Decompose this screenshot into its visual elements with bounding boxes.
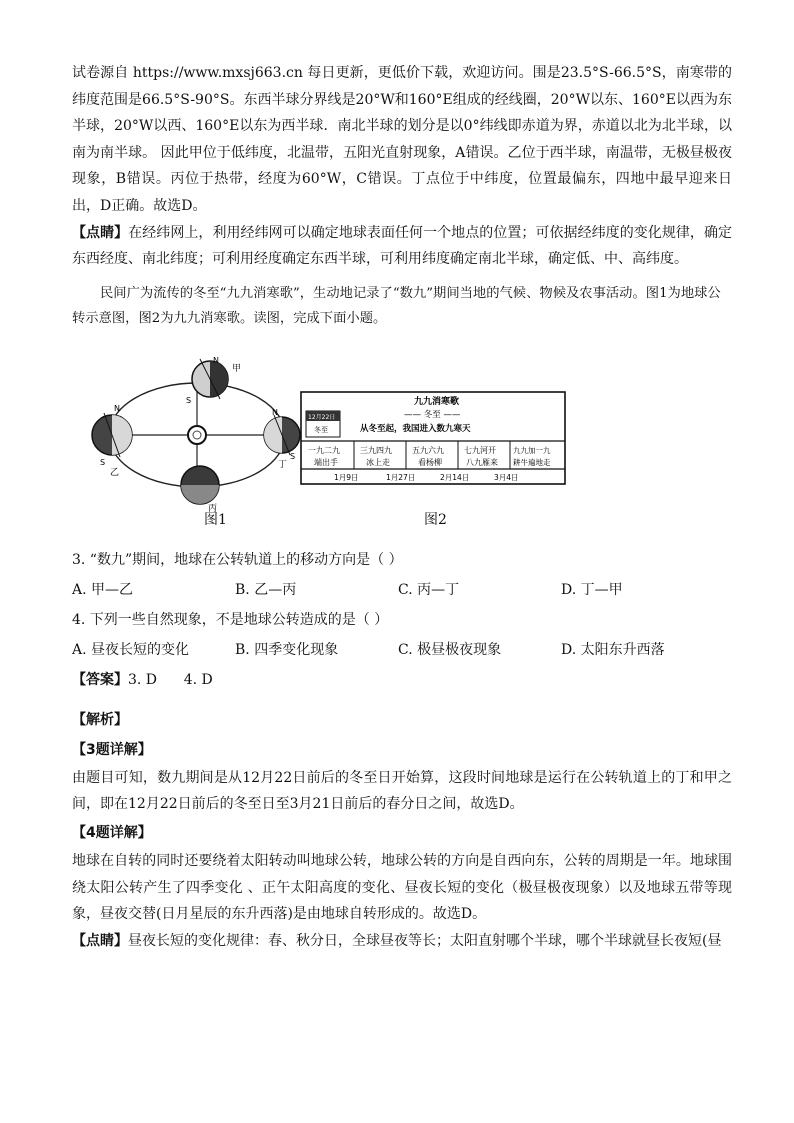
label-bing: 丙 <box>208 503 218 513</box>
detail-4-text: 地球在自转的同时还要绕着太阳转动叫地球公转，地球公转的方向是自西向东，公转的周期是一年。地球围绕太阳公转产生了四季变化 、正午太阳高度的变化、昼夜长短的变化（极昼极夜现象）以及地球五带等现象，昼夜交替(日月星辰的东升西落)是由地球自转形成的。故选D。 <box>72 852 732 923</box>
song-subtitle: —— 冬至 —— <box>404 409 461 420</box>
cell-3-top: 五九六九 <box>412 445 444 455</box>
q3-option-b[interactable]: B. 乙—丙 <box>235 581 297 598</box>
label-yi: 乙 <box>110 467 120 478</box>
earth-jia <box>186 356 241 405</box>
tip-tag: 【点睛】 <box>72 224 129 241</box>
cell-2-top: 三九四九 <box>360 445 392 455</box>
cell-5-bottom: 耕牛遍地走 <box>513 457 551 467</box>
cell-2-bottom: 冰上走 <box>366 457 390 467</box>
label-ding: 丁 <box>278 459 288 470</box>
detail-3-text: 由题目可知，数九期间是从12月22日前后的冬至日开始算，这段时间地球是运行在公转轨道上的丁和甲之间，即在12月22日前后的冬至日至3月21日前后的春分日之间，故选D。 <box>72 769 732 813</box>
earth-yi <box>92 404 132 478</box>
label-n-jia: N <box>213 355 219 365</box>
song-title: 九九消寒歌 <box>414 396 460 407</box>
date-4: 3月4日 <box>494 472 519 482</box>
date-2: 1月27日 <box>386 472 416 482</box>
date-3: 2月14日 <box>440 472 470 482</box>
cell-5-top: 九九加一九 <box>513 445 551 455</box>
label-n-yi: N <box>114 403 120 413</box>
cell-4-top: 七九河开 <box>464 445 496 455</box>
song-line: 从冬至起，我国进入数九寒天 <box>360 423 471 434</box>
label-n-ding: N <box>272 407 278 417</box>
tip-2-tag: 【点睛】 <box>72 932 128 949</box>
analysis-tag: 【解析】 <box>72 711 128 728</box>
figure-2-caption: 图2 <box>424 511 447 528</box>
calendar-icon <box>306 411 340 437</box>
earth-bing <box>181 466 219 513</box>
figures-row <box>72 337 732 537</box>
question-4-options <box>72 635 732 665</box>
tip-paragraph-1 <box>72 220 732 273</box>
q4-option-d[interactable]: D. 太阳东升西落 <box>561 641 665 658</box>
figure-1-caption: 图1 <box>204 511 227 528</box>
label-jia: 甲 <box>232 363 242 374</box>
label-s-yi: S <box>100 457 106 467</box>
cell-3-bottom: 看杨柳 <box>418 457 442 467</box>
q4-option-a[interactable]: A. 昼夜长短的变化 <box>72 641 190 658</box>
cell-4-bottom: 八九雁来 <box>466 457 498 467</box>
q3-option-d[interactable]: D. 丁—甲 <box>561 581 623 598</box>
date-box-bottom: 冬至 <box>314 425 328 434</box>
question-3: 3. “数九”期间，地球在公转轨道上的移动方向是（ ） <box>72 551 403 568</box>
answer-tag: 【答案】 <box>72 671 128 688</box>
question-4: 4. 下列一些自然现象，不是地球公转造成的是（ ） <box>72 611 389 628</box>
label-s-jia: S <box>186 395 192 405</box>
tip-paragraph-2 <box>72 928 732 955</box>
paragraph-explanation: 试卷源自 https://www.mxsj663.cn 每日更新，更低价下载，欢迎访问。围是23.5°S-66.5°S，南寒带的纬度范围是66.5°S-90°S。东西半球分界线是20°W和160°E组成的经线圈，20°W以东、160°E以西为东半球，20°W以西、160°E以东为西半球．南北半球的划分是以0°纬线即赤道为界，赤道以北为北半球，以南为南半球。 因此甲位于低纬度，北温带，五阳光直射现象，A错误。乙位于西半球，南温带，无极昼极夜现象，B错误。丙位于热带，经度为60°W，C错误。丁点位于中纬度，位置最偏东，四地中最早迎来日出，D正确。故选D。 <box>72 65 732 214</box>
figure-1-orbit-diagram <box>82 353 302 513</box>
tip-2-text: 昼夜长短的变化规律：春、秋分日，全球昼夜等长；太阳直射哪个半球，哪个半球就昼长夜短(昼 <box>128 932 722 949</box>
document-page <box>72 60 732 954</box>
tip-text: 在经纬网上，利用经纬网可以确定地球表面任何一个地点的位置；可依据经纬度的变化规律，确定东西经度、南北纬度；可利用经度确定东西半球，可利用纬度确定南北半球，确定低、中、高纬度。 <box>72 224 733 268</box>
q4-option-c[interactable]: C. 极昼极夜现象 <box>398 641 502 658</box>
answer-line <box>72 665 732 695</box>
question-3-options <box>72 575 732 605</box>
date-box-top: 12月22日 <box>308 413 336 421</box>
answer-text: 3. D 4. D <box>128 671 213 688</box>
q3-option-c[interactable]: C. 丙—丁 <box>398 581 460 598</box>
question-intro: 民间广为流传的冬至“九九消寒歌”，生动地记录了“数九”期间当地的气候、物候及农事活动。图1为地球公转示意图，图2为九九消寒歌。读图，完成下面小题。 <box>72 285 721 326</box>
detail-4-tag: 【4题详解】 <box>72 824 152 841</box>
date-1: 1月9日 <box>334 472 359 482</box>
cell-1-top: 一九二九 <box>308 445 340 455</box>
earth-ding <box>264 408 300 470</box>
figure-2-song-table <box>300 391 568 487</box>
label-s-ding: S <box>290 451 296 461</box>
q4-option-b[interactable]: B. 四季变化现象 <box>235 641 339 658</box>
q3-option-a[interactable]: A. 甲—乙 <box>72 581 134 598</box>
detail-3-tag: 【3题详解】 <box>72 741 152 758</box>
cell-1-bottom: 端出手 <box>314 457 338 467</box>
